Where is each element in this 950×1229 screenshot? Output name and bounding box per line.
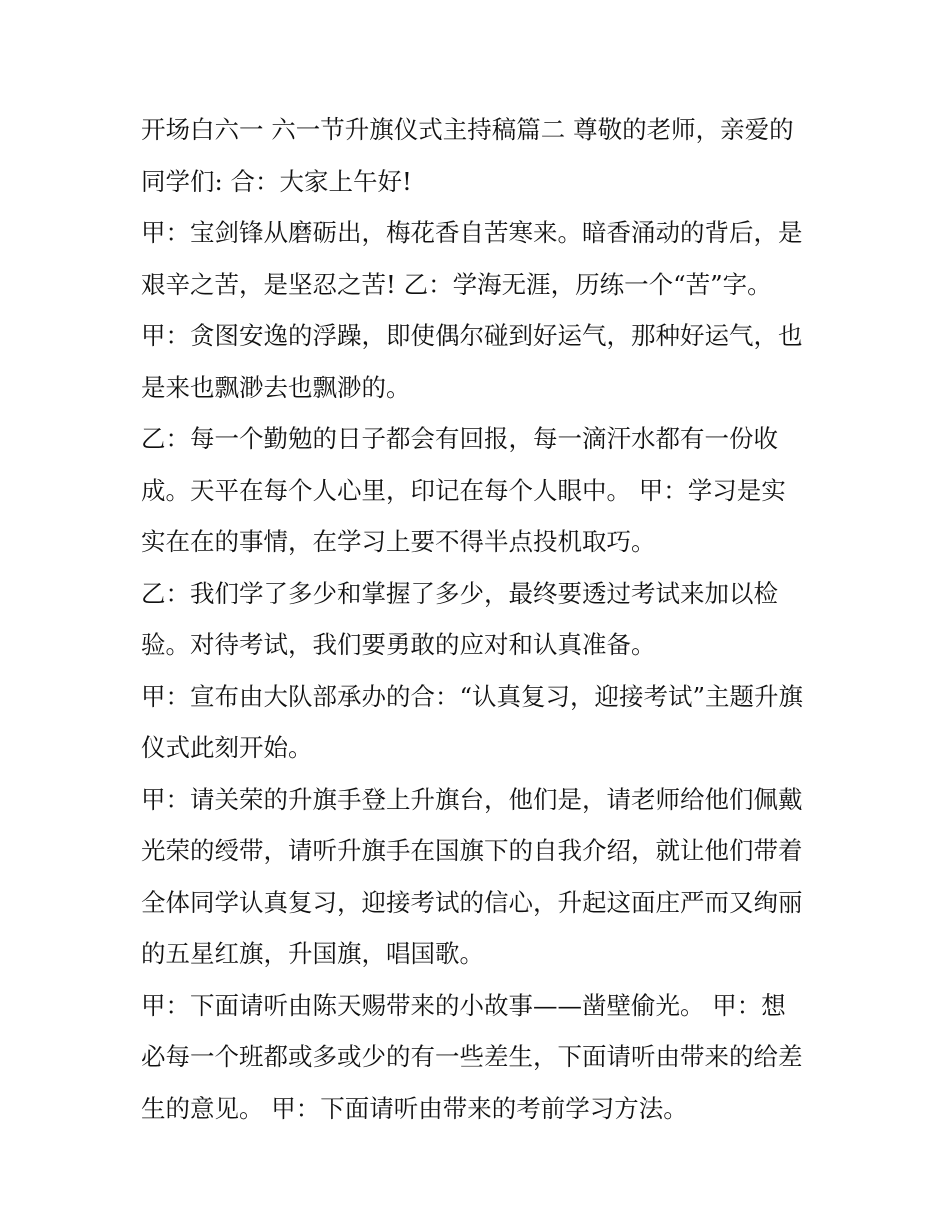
paragraph (141, 980, 821, 1135)
text-line: 甲：请关荣的升旗手登上升旗台，他们是，请老师给他们佩戴 (141, 784, 803, 814)
text-line: 甲：下面请听由陈天赐带来的小故事——凿壁偷光。 甲：想 (141, 990, 786, 1020)
text-line: 开场白六一 六一节升旗仪式主持稿篇二 尊敬的老师，亲爱的 (141, 115, 794, 144)
paragraph (141, 413, 821, 568)
text-line: 的五星红旗，升国旗，唱国歌。 (141, 939, 484, 968)
text-line: 是来也飘渺去也飘渺的。 (141, 372, 411, 402)
text-line: 甲：贪图安逸的浮躁，即使偶尔碰到好运气，那种好运气，也 (141, 321, 803, 350)
text-line: 验。对待考试，我们要勇敢的应对和认真准备。 (141, 630, 656, 659)
text-line: 必每一个班都或多或少的有一些差生，下面请听由带来的给差 (141, 1042, 803, 1071)
document-body (141, 104, 821, 1134)
text-line: 生的意见。 甲：下面请听由带来的考前学习方法。 (141, 1093, 688, 1123)
text-line: 甲：宝剑锋从磨砺出，梅花香自苦寒来。暗香涌动的背后，是 (141, 218, 803, 247)
text-line: 光荣的绶带，请听升旗手在国旗下的自我介绍，就让他们带着 (141, 836, 803, 865)
text-line: 实在在的事情，在学习上要不得半点投机取巧。 (141, 527, 656, 556)
paragraph (141, 207, 821, 310)
paragraph (141, 310, 821, 413)
text-line: 仪式此刻开始。 (141, 733, 313, 762)
text-line: 艰辛之苦，是坚忍之苦! 乙：学海无涯，历练一个“苦”字。 (141, 269, 772, 299)
text-line: 甲：宣布由大队部承办的合：“认真复习，迎接考试”主题升旗 (141, 681, 804, 711)
text-line: 乙：每一个勤勉的日子都会有回报，每一滴汗水都有一份收 (141, 424, 778, 453)
paragraph (141, 774, 821, 980)
text-line: 成。天平在每个人心里，印记在每个人眼中。 甲：学习是实 (141, 475, 786, 505)
paragraph (141, 568, 821, 671)
text-line: 同学们: 合：大家上午好! (141, 166, 412, 196)
text-line: 全体同学认真复习，迎接考试的信心，升起这面庄严而又绚丽 (141, 887, 803, 917)
paragraph-opening (141, 104, 821, 207)
paragraph (141, 671, 821, 774)
text-line: 乙：我们学了多少和掌握了多少，最终要透过考试来加以检 (141, 578, 778, 608)
